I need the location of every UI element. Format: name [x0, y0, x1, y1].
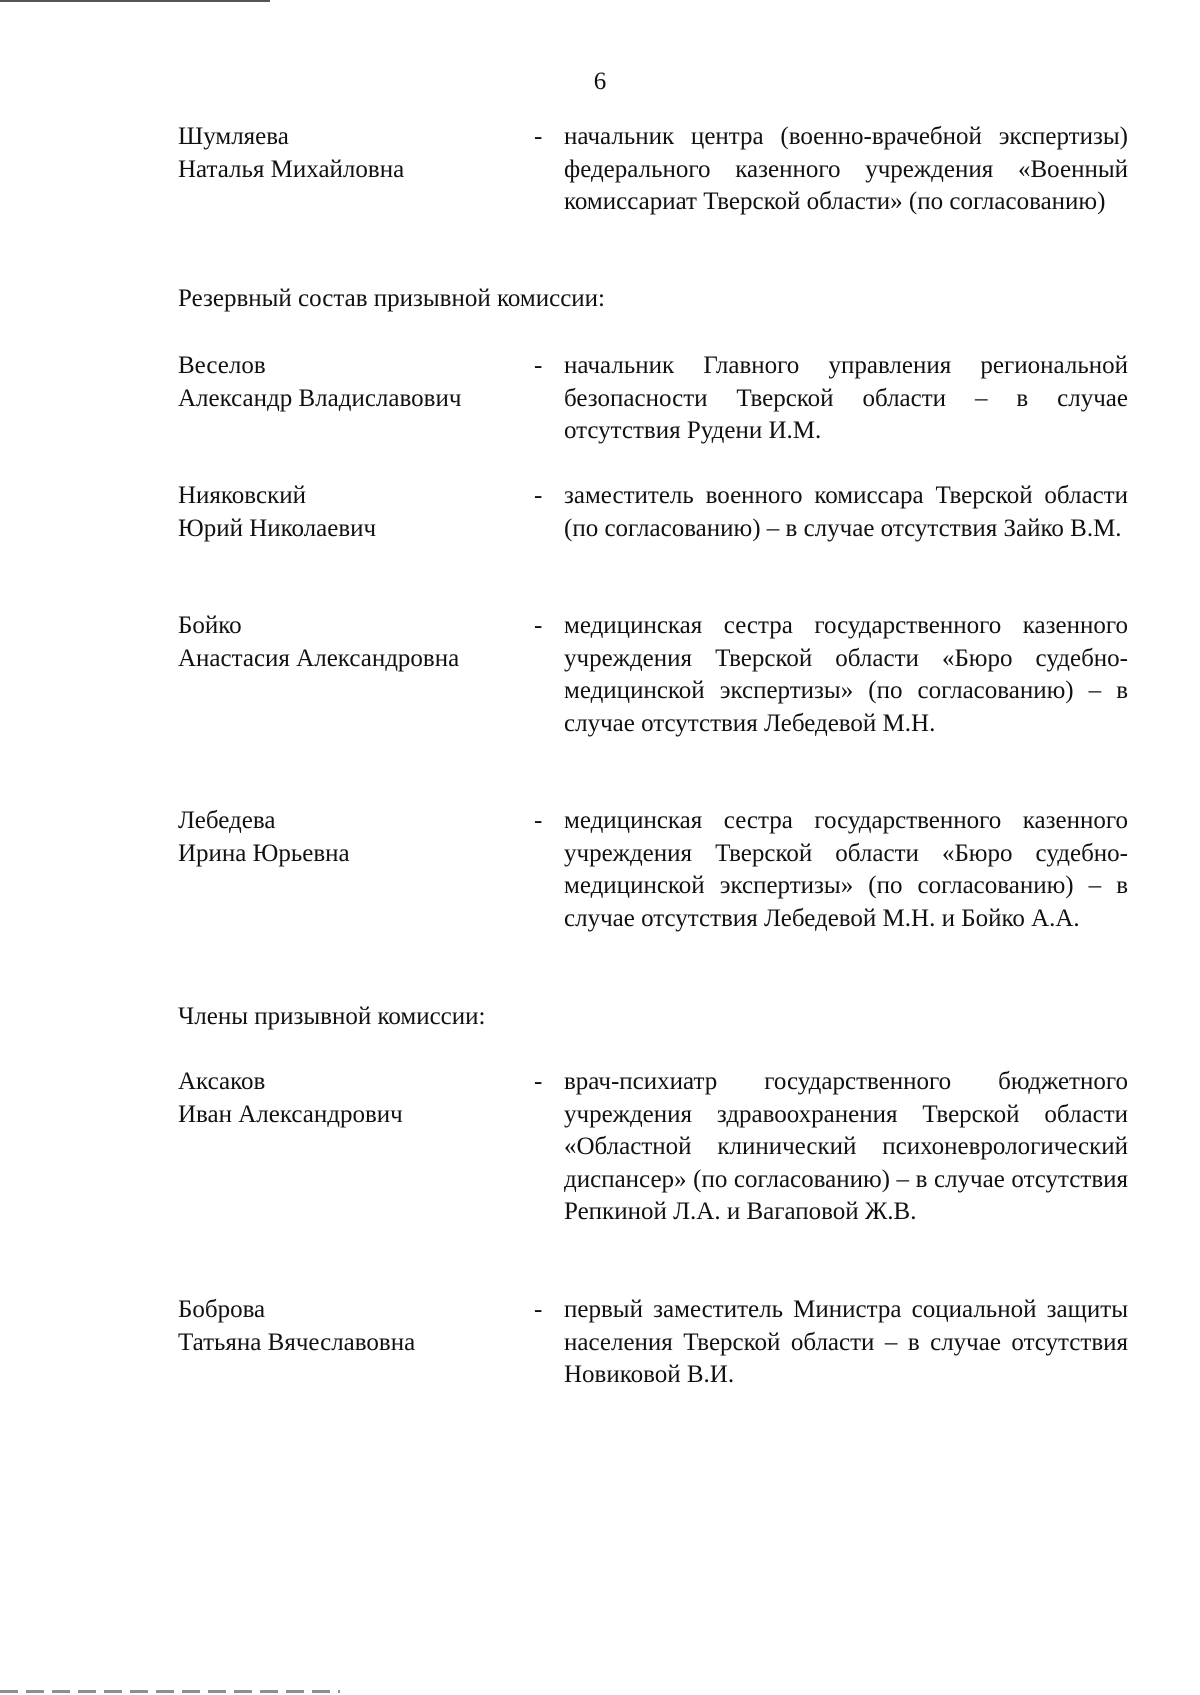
person-surname: Боброва — [178, 1296, 266, 1323]
entry-dash: - — [534, 482, 543, 509]
person-given-name: Наталья Михайловна — [178, 155, 405, 183]
entry-dash: - — [534, 123, 543, 150]
person-surname: Лебедева — [178, 807, 276, 834]
person-position: заместитель военного комиссара Тверской области (по согласованию) – в случае отсутствия Зайко В.М. — [564, 482, 1128, 542]
reserve-heading: Резервный состав призывной комиссии: — [178, 285, 605, 312]
person-name — [178, 121, 518, 186]
person-surname: Веселов — [178, 352, 266, 379]
person-position: начальник центра (военно-врачебной экспертизы) федерального казенного учреждения «Военный комиссариат Тверской области» (по согласованию) — [564, 123, 1128, 215]
entry-dash: - — [534, 1296, 543, 1323]
person-surname: Шумляева — [178, 123, 289, 150]
person-given-name: Иван Александрович — [178, 1100, 403, 1128]
person-name — [178, 610, 518, 675]
scan-artifact-bottom — [0, 1690, 340, 1693]
person-given-name: Ирина Юрьевна — [178, 839, 350, 867]
entry-dash: - — [534, 1068, 543, 1095]
members-heading: Члены призывной комиссии: — [178, 1003, 486, 1030]
person-name — [178, 350, 518, 415]
person-position: начальник Главного управления региональной безопасности Тверской области – в случае отсутствия Рудени И.М. — [564, 352, 1128, 444]
entry-dash: - — [534, 352, 543, 379]
person-name — [178, 805, 518, 870]
person-given-name: Анастасия Александровна — [178, 644, 460, 672]
person-name — [178, 480, 518, 545]
person-surname: Нияковский — [178, 482, 306, 509]
person-surname: Аксаков — [178, 1068, 266, 1095]
person-given-name: Александр Владиславович — [178, 384, 462, 412]
person-position: медицинская сестра государственного казенного учреждения Тверской области «Бюро судебно-медицинской экспертизы» (по согласованию) – в случае отсутствия Лебедевой М.Н. и Бойко А.А. — [564, 807, 1128, 932]
entry-dash: - — [534, 807, 543, 834]
person-given-name: Татьяна Вячеславовна — [178, 1328, 416, 1356]
person-name — [178, 1066, 518, 1131]
entry-dash: - — [534, 612, 543, 639]
person-position: медицинская сестра государственного казенного учреждения Тверской области «Бюро судебно-медицинской экспертизы» (по согласованию) – в случае отсутствия Лебедевой М.Н. — [564, 612, 1128, 737]
person-position: врач-психиатр государственного бюджетного учреждения здравоохранения Тверской области «Областной клинический психоневрологический диспансер» (по согласованию) – в случае отсутствия Репкиной Л.А. и Вагаповой Ж.В. — [564, 1068, 1128, 1225]
person-name — [178, 1294, 518, 1359]
scan-artifact-top — [0, 0, 270, 2]
person-surname: Бойко — [178, 612, 242, 639]
person-given-name: Юрий Николаевич — [178, 514, 377, 542]
person-position: первый заместитель Министра социальной защиты населения Тверской области – в случае отсутствия Новиковой В.И. — [564, 1296, 1128, 1388]
page-number: 6 — [593, 68, 607, 95]
